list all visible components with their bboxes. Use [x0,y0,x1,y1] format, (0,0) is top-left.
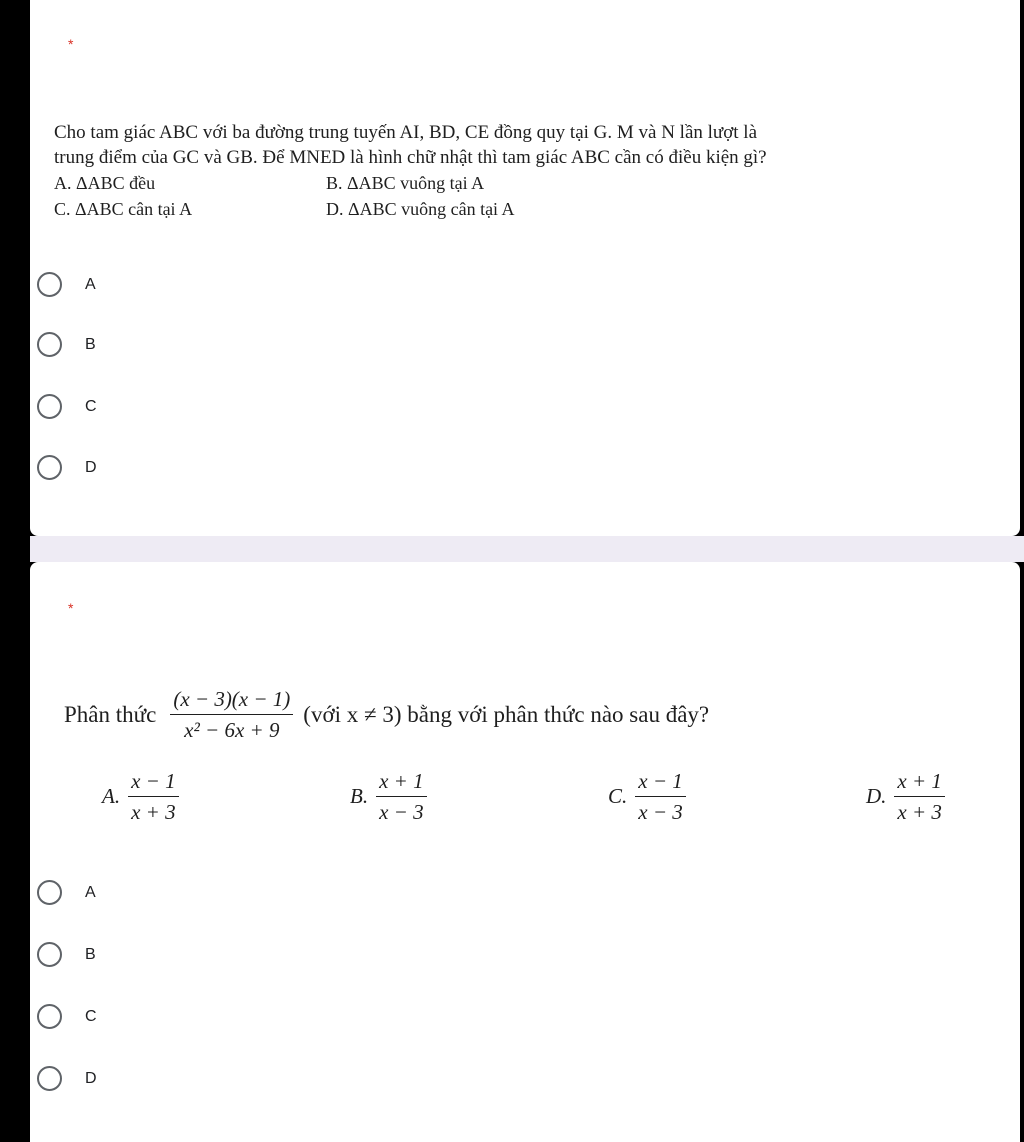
question-1-line-2: trung điểm của GC và GB. Để MNED là hình chữ nhật thì tam giác ABC cần có điều kiện gì? [54,147,767,168]
question-1-option-a: A. ΔABC đều [54,173,156,193]
question-1-line-1: Cho tam giác ABC với ba đường trung tuyến AI, BD, CE đồng quy tại G. M và N lần lượt là [54,122,758,143]
question-1-option-b: B. ΔABC vuông tại A [326,173,485,193]
q2-choice-d[interactable] [37,1066,97,1091]
question-2-option-c [608,768,692,825]
question-card-1 [30,0,1020,536]
radio-button[interactable] [37,272,62,297]
q2-choice-a[interactable] [37,880,96,905]
fraction-numerator: x + 1 [894,768,945,797]
option-letter: A. [102,784,121,808]
option-letter: C. [608,784,628,808]
q1-choice-d[interactable] [37,455,97,480]
radio-button[interactable] [37,332,62,357]
fraction-numerator: x − 1 [128,768,179,797]
q1-choice-a[interactable] [37,272,96,297]
q1-choice-b[interactable] [37,332,96,357]
question-2-fraction [170,686,293,743]
question-2-prefix: Phân thức [64,701,157,727]
option-fraction [128,768,179,825]
question-2-option-b [350,768,433,825]
question-2-suffix: (với x ≠ 3) bằng với phân thức nào sau đây? [303,701,710,727]
question-2-option-d [866,768,951,825]
radio-button[interactable] [37,394,62,419]
question-2-text [64,686,709,743]
question-1-option-c: C. ΔABC cân tại A [54,199,193,219]
fraction-denominator: x − 3 [379,800,424,824]
question-2-options [0,768,1024,838]
radio-label: C [85,397,97,415]
radio-button[interactable] [37,942,62,967]
fraction-denominator: x + 3 [897,800,942,824]
question-1-text [54,120,954,222]
radio-label: B [85,945,96,963]
q1-choice-c[interactable] [37,394,97,419]
option-fraction [376,768,427,825]
fraction-numerator: x + 1 [376,768,427,797]
radio-label: D [85,458,97,476]
fraction-denominator: x² − 6x + 9 [184,718,280,742]
option-fraction [635,768,686,825]
required-asterisk: * [68,36,74,52]
q2-choice-c[interactable] [37,1004,97,1029]
option-letter: D. [866,784,887,808]
required-asterisk: * [68,600,74,616]
fraction-numerator: x − 1 [635,768,686,797]
radio-label: C [85,1007,97,1025]
radio-button[interactable] [37,455,62,480]
radio-button[interactable] [37,1004,62,1029]
radio-button[interactable] [37,1066,62,1091]
option-fraction [894,768,945,825]
fraction-denominator: x + 3 [131,800,176,824]
radio-label: B [85,335,96,353]
question-1-option-d: D. ΔABC vuông cân tại A [326,199,515,219]
fraction-denominator: x − 3 [638,800,683,824]
radio-label: A [85,883,96,901]
section-divider [30,536,1024,562]
question-2-option-a [102,768,185,825]
question-card-2 [30,562,1020,1142]
radio-label: A [85,275,96,293]
radio-label: D [85,1069,97,1087]
fraction-numerator: (x − 3)(x − 1) [170,686,293,715]
q2-choice-b[interactable] [37,942,96,967]
radio-button[interactable] [37,880,62,905]
option-letter: B. [350,784,369,808]
